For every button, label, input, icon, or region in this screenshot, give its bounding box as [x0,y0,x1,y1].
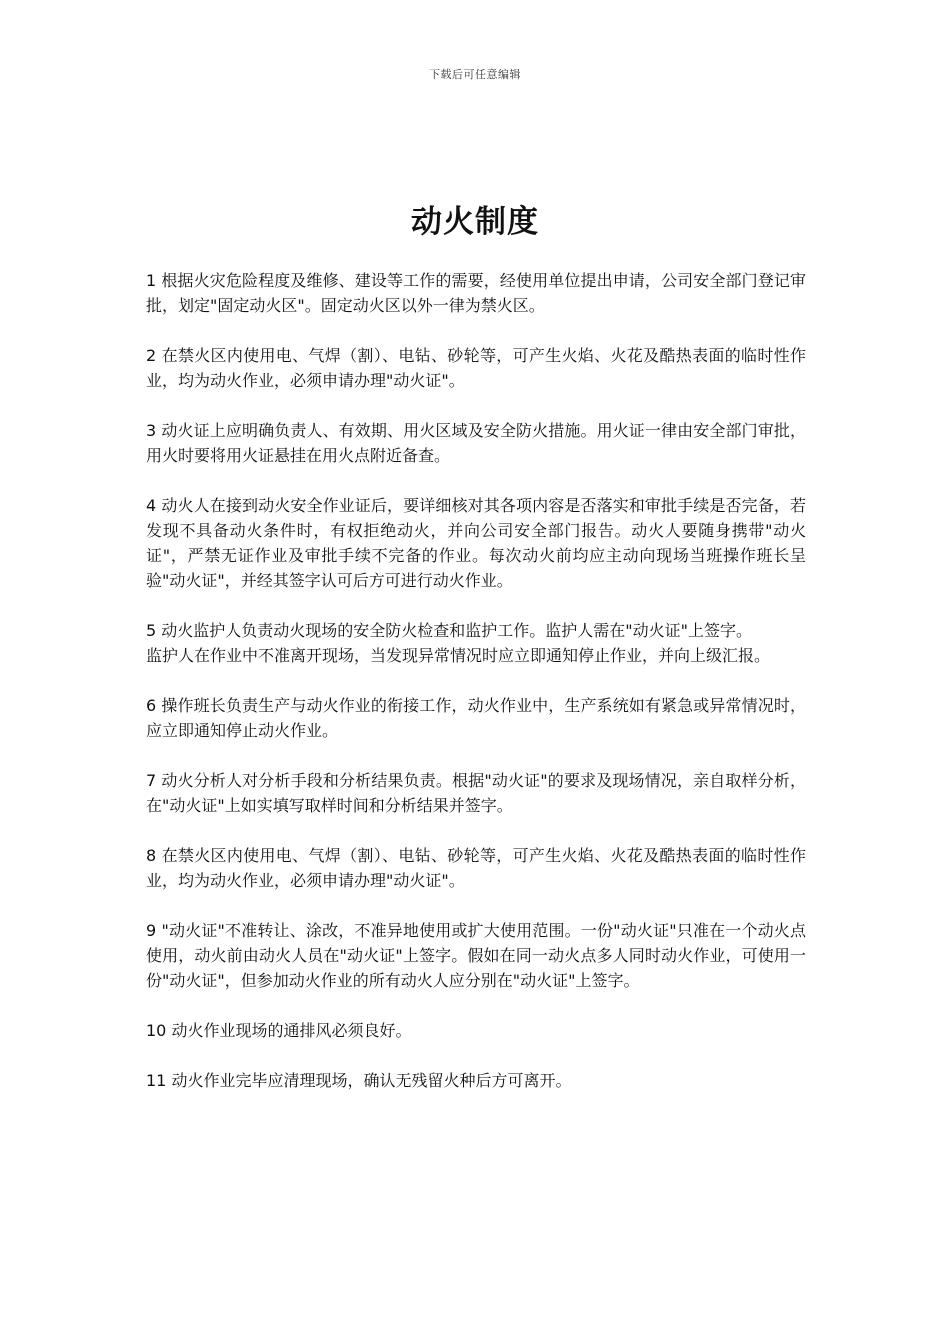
header-note: 下载后可任意编辑 [429,68,521,81]
paragraph-text: 监护人在作业中不准离开现场，当发现异常情况时应立即通知停止作业，并向上级汇报。 [146,646,771,665]
paragraph-6 [146,693,806,743]
paragraph-text: 5 动火监护人负责动火现场的安全防火检查和监护工作。监护人需在"动火证"上签字。 [146,621,752,640]
paragraph-text: 6 操作班长负责生产与动火作业的衔接工作，动火作业中，生产系统如有紧急或异常情况时，应立即通知停止动火作业。 [146,696,806,740]
paragraph-text: 4 动火人在接到动火安全作业证后，要详细核对其各项内容是否落实和审批手续是否完备，若发现不具备动火条件时，有权拒绝动火，并向公司安全部门报告。动火人要随身携带"动火证"，严禁无证作业及审批手续不完备的作业。每次动火前均应主动向现场当班操作班长呈验"动火证"，并经其签字认可后方可进行动火作业。 [146,496,806,590]
paragraph-10 [146,1018,806,1043]
paragraph-3 [146,418,806,468]
document-body [146,268,806,1118]
paragraph-text: 3 动火证上应明确负责人、有效期、用火区域及安全防火措施。用火证一律由安全部门审批，用火时要将用火证悬挂在用火点附近备查。 [146,421,806,465]
paragraph-1 [146,268,806,318]
paragraph-text: 8 在禁火区内使用电、气焊（割）、电钻、砂轮等，可产生火焰、火花及酷热表面的临时性作业，均为动火作业，必须申请办理"动火证"。 [146,846,806,890]
paragraph-9 [146,918,806,993]
paragraph-2 [146,343,806,393]
paragraph-text: 1 根据火灾危险程度及维修、建设等工作的需要，经使用单位提出申请，公司安全部门登记审批，划定"固定动火区"。固定动火区以外一律为禁火区。 [146,271,806,315]
paragraph-11 [146,1068,806,1093]
paragraph-text: 11 动火作业完毕应清理现场，确认无残留火种后方可离开。 [146,1071,572,1090]
paragraph-5 [146,618,806,668]
paragraph-7 [146,768,806,818]
document-title: 动火制度 [411,204,539,240]
paragraph-4 [146,493,806,593]
paragraph-text: 10 动火作业现场的通排风必须良好。 [146,1021,412,1040]
paragraph-text: 9 "动火证"不准转让、涂改，不准异地使用或扩大使用范围。一份"动火证"只准在一个动火点使用，动火前由动火人员在"动火证"上签字。假如在同一动火点多人同时动火作业，可使用一份"动火证"，但参加动火作业的所有动火人应分别在"动火证"上签字。 [146,921,806,990]
paragraph-text: 7 动火分析人对分析手段和分析结果负责。根据"动火证"的要求及现场情况，亲自取样分析，在"动火证"上如实填写取样时间和分析结果并签字。 [146,771,806,815]
paragraph-8 [146,843,806,893]
paragraph-text: 2 在禁火区内使用电、气焊（割）、电钻、砂轮等，可产生火焰、火花及酷热表面的临时性作业，均为动火作业，必须申请办理"动火证"。 [146,346,806,390]
